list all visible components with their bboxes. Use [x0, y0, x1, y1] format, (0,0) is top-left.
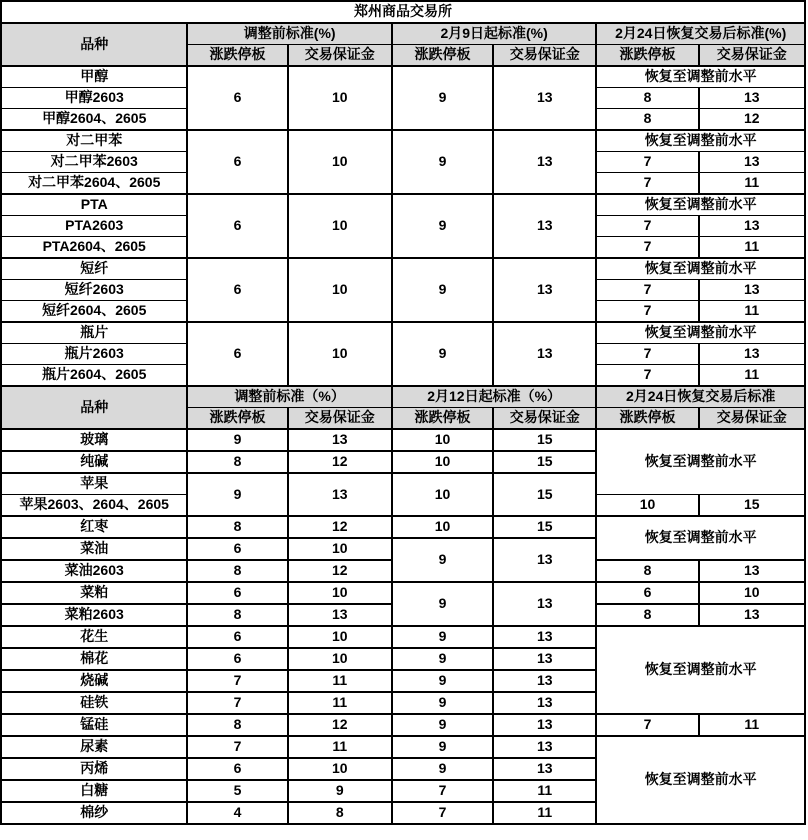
value-cell: 9 — [392, 582, 493, 626]
value-cell: 10 — [288, 322, 392, 386]
commodity-cell: 苹果 — [1, 473, 187, 495]
value-cell: 6 — [187, 626, 287, 648]
commodity-cell: 菜油 — [1, 538, 187, 560]
header-cell: 调整前标准(%) — [187, 23, 391, 45]
value-cell: 7 — [187, 692, 287, 714]
value-cell: 7 — [596, 280, 698, 301]
commodity-cell: 短纤2604、2605 — [1, 301, 187, 323]
recover-note-cell: 恢复至调整前水平 — [596, 736, 805, 824]
value-cell: 10 — [596, 495, 698, 517]
header-cell: 涨跌停板 — [187, 45, 287, 67]
commodity-cell: PTA — [1, 194, 187, 216]
commodity-cell: 花生 — [1, 626, 187, 648]
value-cell: 13 — [493, 258, 596, 322]
value-cell: 6 — [187, 258, 287, 322]
value-cell: 8 — [596, 604, 698, 626]
recover-note-cell: 恢复至调整前水平 — [596, 322, 805, 344]
value-cell: 9 — [288, 780, 392, 802]
value-cell: 8 — [596, 109, 698, 131]
recover-note-cell: 恢复至调整前水平 — [596, 626, 805, 714]
value-cell: 10 — [288, 538, 392, 560]
value-cell: 6 — [187, 758, 287, 780]
value-cell: 13 — [699, 604, 805, 626]
value-cell: 7 — [187, 736, 287, 758]
table-row — [1, 386, 805, 408]
value-cell: 13 — [493, 648, 596, 670]
header-cell: 交易保证金 — [288, 45, 392, 67]
header-cell: 交易保证金 — [493, 408, 596, 430]
header-cell: 2月9日起标准(%) — [392, 23, 596, 45]
value-cell: 13 — [699, 344, 805, 365]
value-cell: 13 — [493, 194, 596, 258]
value-cell: 4 — [187, 802, 287, 824]
value-cell: 13 — [288, 473, 392, 516]
value-cell: 6 — [187, 322, 287, 386]
value-cell: 9 — [392, 538, 493, 582]
value-cell: 9 — [392, 66, 493, 130]
table-body — [1, 1, 805, 824]
value-cell: 13 — [288, 604, 392, 626]
value-cell: 13 — [493, 130, 596, 194]
header-cell: 2月24日恢复交易后标准 — [596, 386, 805, 408]
commodity-cell: 丙烯 — [1, 758, 187, 780]
table-row — [1, 66, 805, 88]
value-cell: 6 — [187, 194, 287, 258]
value-cell: 8 — [187, 560, 287, 582]
value-cell: 7 — [596, 173, 698, 195]
commodity-cell: 甲醇 — [1, 66, 187, 88]
value-cell: 10 — [288, 66, 392, 130]
value-cell: 13 — [493, 322, 596, 386]
commodity-cell: 短纤 — [1, 258, 187, 280]
recover-note-cell: 恢复至调整前水平 — [596, 258, 805, 280]
value-cell: 6 — [187, 538, 287, 560]
value-cell: 11 — [699, 365, 805, 387]
commodity-cell: 玻璃 — [1, 429, 187, 451]
value-cell: 9 — [187, 473, 287, 516]
header-cell: 涨跌停板 — [187, 408, 287, 430]
value-cell: 13 — [493, 714, 596, 736]
value-cell: 9 — [392, 736, 493, 758]
header-cell: 交易保证金 — [699, 408, 805, 430]
value-cell: 11 — [288, 736, 392, 758]
commodity-cell: 菜粕 — [1, 582, 187, 604]
table-row — [1, 626, 805, 648]
table-row — [1, 736, 805, 758]
recover-note-cell: 恢复至调整前水平 — [596, 429, 805, 495]
value-cell: 15 — [699, 495, 805, 517]
value-cell: 8 — [187, 516, 287, 538]
commodity-cell: 菜粕2603 — [1, 604, 187, 626]
table-row — [1, 322, 805, 344]
commodity-cell: 尿素 — [1, 736, 187, 758]
value-cell: 9 — [392, 258, 493, 322]
table-row — [1, 258, 805, 280]
commodity-cell: 白糖 — [1, 780, 187, 802]
header-cell: 涨跌停板 — [596, 408, 698, 430]
value-cell: 8 — [187, 604, 287, 626]
value-cell: 6 — [187, 66, 287, 130]
value-cell: 11 — [288, 692, 392, 714]
value-cell: 11 — [288, 670, 392, 692]
value-cell: 9 — [392, 322, 493, 386]
table-row — [1, 429, 805, 451]
recover-note-cell: 恢复至调整前水平 — [596, 194, 805, 216]
value-cell: 10 — [699, 582, 805, 604]
commodity-cell: 对二甲苯2604、2605 — [1, 173, 187, 195]
value-cell: 10 — [392, 429, 493, 451]
recover-note-cell: 恢复至调整前水平 — [596, 66, 805, 88]
value-cell: 13 — [493, 538, 596, 582]
table-row — [1, 714, 805, 736]
value-cell: 11 — [699, 714, 805, 736]
value-cell: 7 — [392, 802, 493, 824]
recover-note-cell: 恢复至调整前水平 — [596, 516, 805, 560]
table-row — [1, 23, 805, 45]
value-cell: 13 — [493, 582, 596, 626]
value-cell: 9 — [392, 130, 493, 194]
header-cell: 交易保证金 — [288, 408, 392, 430]
commodity-cell: 苹果2603、2604、2605 — [1, 495, 187, 517]
commodity-cell: 短纤2603 — [1, 280, 187, 301]
value-cell: 10 — [288, 758, 392, 780]
commodity-cell: PTA2604、2605 — [1, 237, 187, 259]
value-cell: 15 — [493, 429, 596, 451]
commodity-cell: 甲醇2603 — [1, 88, 187, 109]
value-cell: 7 — [596, 714, 698, 736]
commodity-cell: 锰硅 — [1, 714, 187, 736]
value-cell: 8 — [187, 451, 287, 473]
value-cell: 12 — [288, 560, 392, 582]
commodity-cell: 烧碱 — [1, 670, 187, 692]
value-cell: 6 — [187, 582, 287, 604]
commodity-cell: 瓶片 — [1, 322, 187, 344]
commodity-cell: 纯碱 — [1, 451, 187, 473]
commodity-cell: 瓶片2604、2605 — [1, 365, 187, 387]
value-cell: 15 — [493, 451, 596, 473]
value-cell: 6 — [187, 130, 287, 194]
value-cell: 13 — [699, 216, 805, 237]
value-cell: 9 — [392, 626, 493, 648]
value-cell: 9 — [392, 714, 493, 736]
value-cell: 15 — [493, 516, 596, 538]
value-cell: 10 — [288, 258, 392, 322]
table-row — [1, 516, 805, 538]
value-cell: 11 — [493, 780, 596, 802]
table-row — [1, 582, 805, 604]
header-cell: 交易保证金 — [493, 45, 596, 67]
table-row — [1, 130, 805, 152]
value-cell: 10 — [392, 516, 493, 538]
value-cell: 9 — [392, 194, 493, 258]
value-cell: 13 — [699, 560, 805, 582]
header-cell: 2月24日恢复交易后标准(%) — [596, 23, 805, 45]
value-cell: 13 — [699, 152, 805, 173]
value-cell: 12 — [288, 714, 392, 736]
commodity-cell: 棉纱 — [1, 802, 187, 824]
value-cell: 10 — [392, 473, 493, 516]
commodity-cell: 瓶片2603 — [1, 344, 187, 365]
value-cell: 7 — [596, 301, 698, 323]
value-cell: 9 — [187, 429, 287, 451]
value-cell: 12 — [699, 109, 805, 131]
value-cell: 9 — [392, 692, 493, 714]
commodity-cell: 菜油2603 — [1, 560, 187, 582]
value-cell: 11 — [699, 237, 805, 259]
commodity-cell: PTA2603 — [1, 216, 187, 237]
value-cell: 10 — [288, 194, 392, 258]
value-cell: 6 — [187, 648, 287, 670]
value-cell: 13 — [493, 670, 596, 692]
header-cell: 品种 — [1, 23, 187, 66]
value-cell: 7 — [596, 152, 698, 173]
value-cell: 12 — [288, 516, 392, 538]
header-cell: 交易保证金 — [699, 45, 805, 67]
value-cell: 12 — [288, 451, 392, 473]
value-cell: 7 — [187, 670, 287, 692]
commodity-cell: 棉花 — [1, 648, 187, 670]
value-cell: 7 — [392, 780, 493, 802]
value-cell: 13 — [493, 66, 596, 130]
value-cell: 13 — [493, 736, 596, 758]
value-cell: 7 — [596, 237, 698, 259]
header-cell: 调整前标准（%） — [187, 386, 391, 408]
value-cell: 11 — [699, 173, 805, 195]
table-row — [1, 194, 805, 216]
value-cell: 13 — [288, 429, 392, 451]
commodity-cell: 硅铁 — [1, 692, 187, 714]
value-cell: 13 — [493, 692, 596, 714]
value-cell: 13 — [493, 758, 596, 780]
header-cell: 2月12日起标准（%） — [392, 386, 596, 408]
value-cell: 10 — [288, 582, 392, 604]
value-cell: 5 — [187, 780, 287, 802]
value-cell: 7 — [596, 216, 698, 237]
commodity-cell: 对二甲苯2603 — [1, 152, 187, 173]
header-cell: 涨跌停板 — [596, 45, 698, 67]
value-cell: 7 — [596, 344, 698, 365]
value-cell: 8 — [288, 802, 392, 824]
value-cell: 11 — [493, 802, 596, 824]
table-title: 郑州商品交易所 — [1, 1, 805, 23]
value-cell: 9 — [392, 758, 493, 780]
value-cell: 13 — [699, 88, 805, 109]
value-cell: 11 — [699, 301, 805, 323]
commodity-cell: 红枣 — [1, 516, 187, 538]
header-cell: 涨跌停板 — [392, 45, 493, 67]
recover-note-cell: 恢复至调整前水平 — [596, 130, 805, 152]
value-cell: 8 — [596, 560, 698, 582]
header-cell: 品种 — [1, 386, 187, 429]
value-cell: 8 — [187, 714, 287, 736]
commodity-cell: 对二甲苯 — [1, 130, 187, 152]
value-cell: 8 — [596, 88, 698, 109]
table-row — [1, 1, 805, 23]
value-cell: 13 — [493, 626, 596, 648]
value-cell: 15 — [493, 473, 596, 516]
commodity-cell: 甲醇2604、2605 — [1, 109, 187, 131]
value-cell: 13 — [699, 280, 805, 301]
value-cell: 10 — [288, 130, 392, 194]
value-cell: 10 — [392, 451, 493, 473]
value-cell: 6 — [596, 582, 698, 604]
value-cell: 9 — [392, 670, 493, 692]
value-cell: 7 — [596, 365, 698, 387]
header-cell: 涨跌停板 — [392, 408, 493, 430]
value-cell: 10 — [288, 626, 392, 648]
value-cell: 9 — [392, 648, 493, 670]
value-cell: 10 — [288, 648, 392, 670]
